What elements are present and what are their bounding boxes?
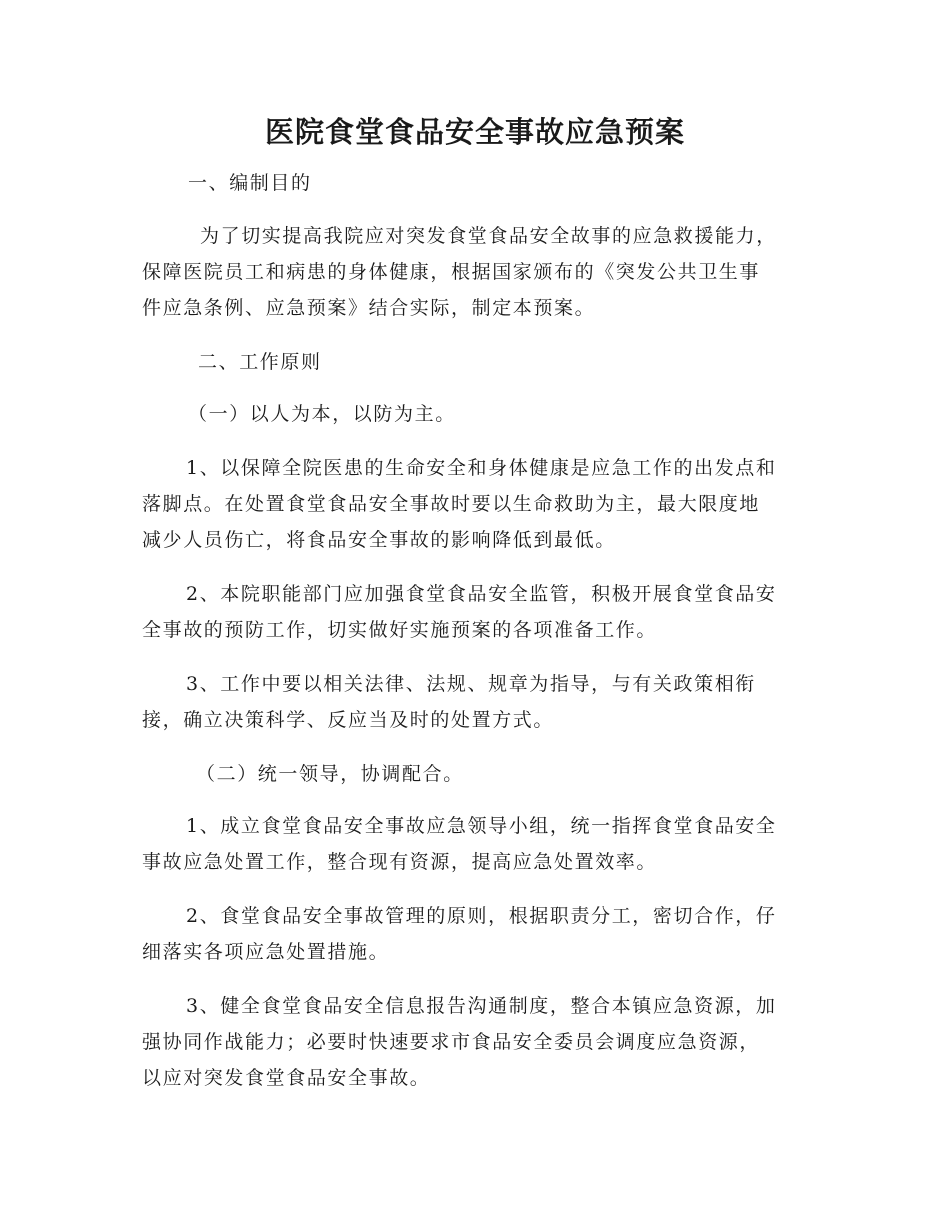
paragraph-line: 件应急条例、应急预案》结合实际，制定本预案。 [142,297,596,319]
paragraph-line: 1、以保障全院医患的生命安全和身体健康是应急工作的出发点和 [186,457,777,479]
document-title: 医院食堂食品安全事故应急预案 [264,115,685,149]
paragraph-line: 3、健全食堂食品安全信息报告沟通制度，整合本镇应急资源，加 [186,995,777,1017]
subsection-heading: （一）以人为本，以防为主。 [188,403,456,425]
paragraph-line: 接，确立决策科学、反应当及时的处置方式。 [142,709,555,731]
paragraph-line: 减少人员伤亡，将食品安全事故的影响降低到最低。 [142,529,616,551]
paragraph-line: 1、成立食堂食品安全事故应急领导小组，统一指挥食堂食品安全 [186,815,777,837]
paragraph-line: 落脚点。在处置食堂食品安全事故时要以生命救助为主，最大限度地 [142,493,761,515]
section-heading-purpose: 一、编制目的 [188,172,312,194]
paragraph-line: 2、食堂食品安全事故管理的原则，根据职责分工，密切合作，仔 [186,905,777,927]
paragraph-line: 细落实各项应急处置措施。 [142,941,390,963]
paragraph-line: 强协同作战能力；必要时快速要求市食品安全委员会调度应急资源， [142,1031,761,1053]
paragraph-line: 3、工作中要以相关法律、法规、规章为指导，与有关政策相衔 [186,673,756,695]
paragraph-line: 全事故的预防工作，切实做好实施预案的各项准备工作。 [142,619,658,641]
paragraph-line: 为了切实提高我院应对突发食堂食品安全故事的应急救援能力， [200,225,777,247]
paragraph-line: 事故应急处置工作，整合现有资源，提高应急处置效率。 [142,851,658,873]
section-heading-principles: 二、工作原则 [198,351,322,373]
paragraph-line: 保障医院员工和病患的身体健康，根据国家颁布的《突发公共卫生事 [142,261,761,283]
paragraph-line: 以应对突发食堂食品安全事故。 [142,1067,431,1089]
paragraph-line: 2、本院职能部门应加强食堂食品安全监管，积极开展食堂食品安 [186,583,777,605]
subsection-heading: （二）统一领导，协调配合。 [196,763,464,785]
